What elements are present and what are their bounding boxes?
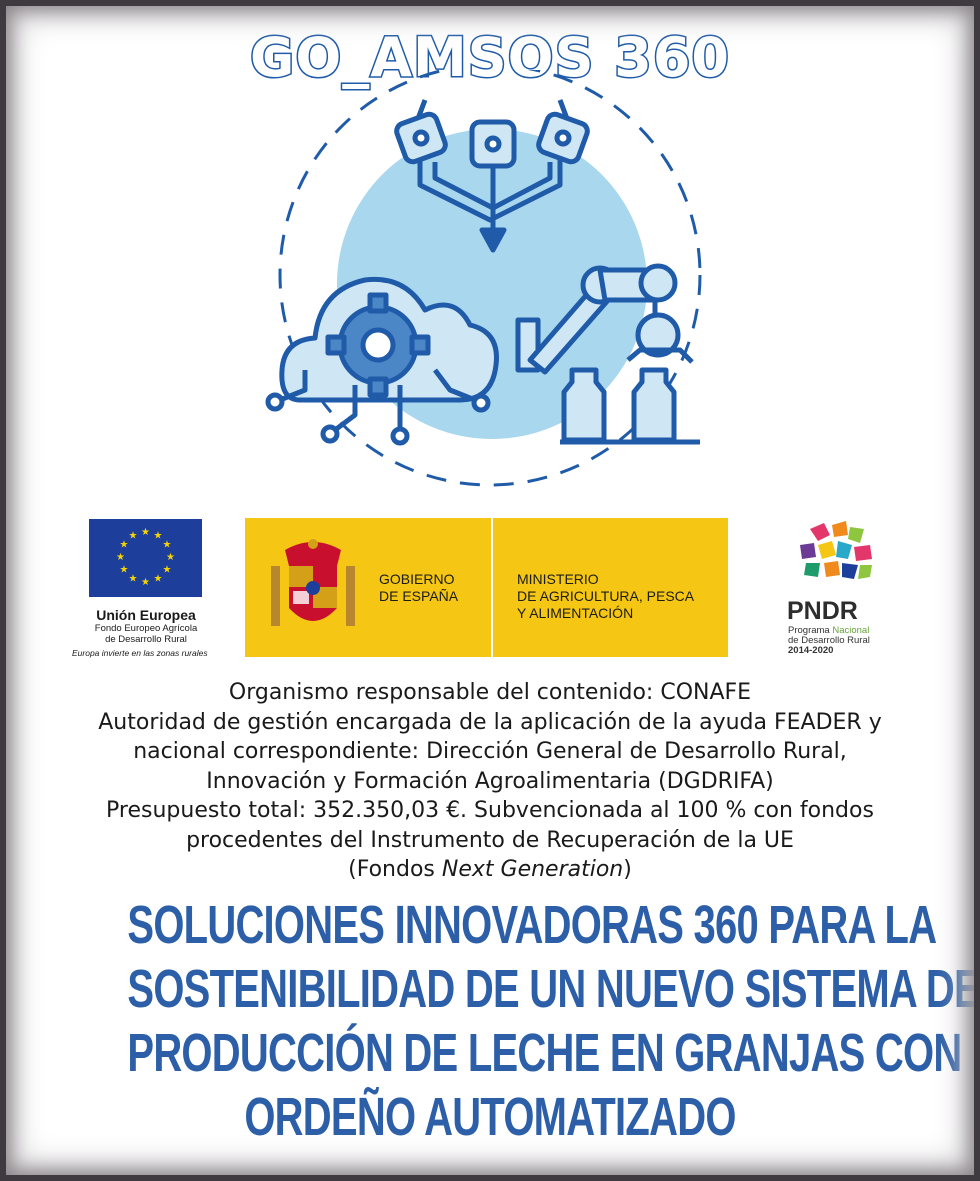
svg-text:★: ★ bbox=[166, 552, 175, 563]
svg-text:★: ★ bbox=[153, 573, 163, 585]
eu-flag-icon bbox=[89, 519, 202, 597]
info-line4: Innovación y Formación Agroalimentaria (DGDRIFA) bbox=[206, 768, 774, 794]
eu-fund-line2: de Desarrollo Rural bbox=[105, 634, 187, 645]
logo-divider bbox=[491, 518, 493, 657]
svg-text:★: ★ bbox=[162, 564, 172, 576]
gobierno-line2: DE ESPAÑA bbox=[379, 588, 459, 604]
pndr-sub-a: Programa bbox=[788, 625, 833, 636]
project-title: GO_AMSOS 360 bbox=[250, 26, 730, 89]
svg-text:★: ★ bbox=[141, 527, 150, 538]
info-line7-c: ) bbox=[623, 857, 632, 882]
pndr-name: PNDR bbox=[787, 597, 858, 625]
svg-text:★: ★ bbox=[116, 552, 125, 563]
svg-text:★: ★ bbox=[128, 573, 138, 585]
funding-info bbox=[0, 678, 980, 885]
pndr-sub-line2: de Desarrollo Rural bbox=[788, 635, 870, 646]
gobierno-espana-logo bbox=[245, 518, 728, 657]
headline-line3: PRODUCCIÓN DE LECHE EN GRANJAS CON bbox=[127, 1023, 962, 1083]
headline-line1: SOLUCIONES INNOVADORAS 360 PARA LA bbox=[127, 895, 937, 955]
gobierno-line1: GOBIERNO bbox=[379, 571, 455, 587]
sponsor-logos bbox=[0, 515, 980, 665]
svg-text:★: ★ bbox=[128, 530, 138, 542]
svg-text:★: ★ bbox=[119, 564, 129, 576]
pndr-years: 2014-2020 bbox=[788, 645, 834, 656]
headline-line4: ORDEÑO AUTOMATIZADO bbox=[244, 1087, 736, 1147]
svg-text:★: ★ bbox=[162, 539, 172, 551]
info-line7-a: (Fondos bbox=[348, 857, 442, 882]
ministerio-text bbox=[517, 571, 694, 622]
gobierno-text bbox=[379, 571, 458, 605]
ministerio-line2: DE AGRICULTURA, PESCA bbox=[517, 588, 695, 604]
ministerio-line3: Y ALIMENTACIÓN bbox=[517, 605, 634, 621]
info-line3: nacional correspondiente: Dirección General de Desarrollo Rural, bbox=[133, 739, 847, 764]
info-line2: Autoridad de gestión encargada de la aplicación de la ayuda FEADER y bbox=[98, 709, 882, 735]
eu-tagline: Europa invierte en las zonas rurales bbox=[72, 648, 208, 658]
eu-name: Unión Europea bbox=[96, 607, 196, 623]
automated-milking-illustration bbox=[260, 70, 720, 500]
info-line6: procedentes del Instrumento de Recuperación de la UE bbox=[186, 827, 794, 853]
eu-logo bbox=[72, 519, 216, 658]
info-line7-b: Next Generation bbox=[441, 857, 624, 882]
pndr-subtitle bbox=[788, 626, 870, 656]
svg-text:★: ★ bbox=[119, 539, 129, 551]
headline-line2: SOSTENIBILIDAD DE UN NUEVO SISTEMA DE bbox=[127, 959, 980, 1019]
svg-text:★: ★ bbox=[153, 530, 163, 542]
info-line7 bbox=[0, 855, 980, 885]
info-line1: Organismo responsable del contenido: CONAFE bbox=[228, 680, 752, 705]
pndr-mosaic-icon bbox=[790, 519, 880, 594]
ministerio-line1: MINISTERIO bbox=[517, 571, 599, 587]
info-line5: Presupuesto total: 352.350,03 €. Subvencionada al 100 % con fondos bbox=[106, 798, 874, 823]
svg-text:★: ★ bbox=[141, 577, 150, 588]
pndr-sub-b: Nacional bbox=[832, 625, 870, 636]
eu-fund-line1: Fondo Europeo Agrícola bbox=[94, 623, 198, 634]
project-headline bbox=[127, 893, 980, 1149]
spain-coat-of-arms-icon bbox=[263, 536, 363, 636]
